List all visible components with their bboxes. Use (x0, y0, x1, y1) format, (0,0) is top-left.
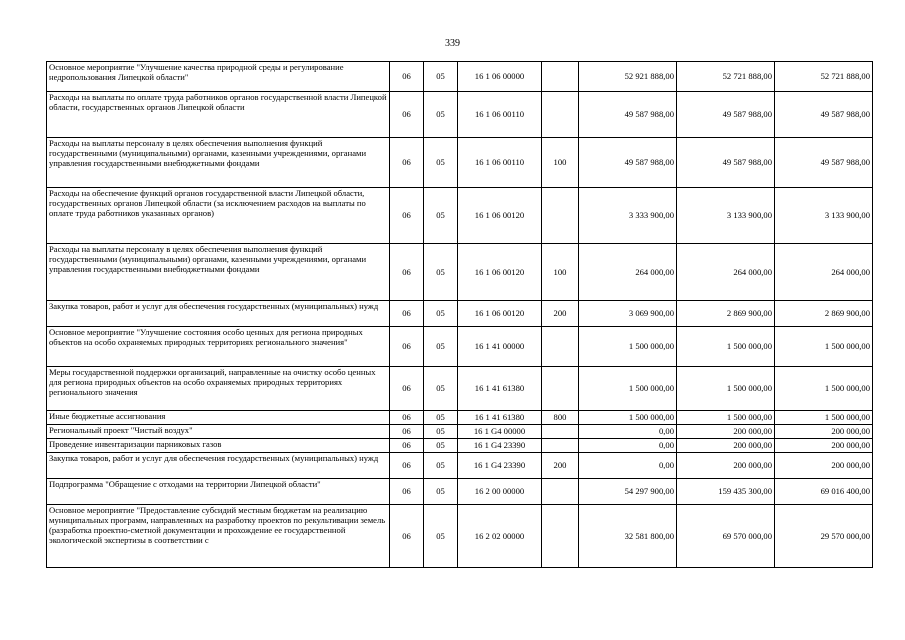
cell-name: Основное мероприятие "Предоставление субсидий местным бюджетам на реализацию муниципальных программ, направленных на разработку проектов по рекультивации земель (разработка проектно-сметной документации и прохождение ее государственной экологической экспертизы в соответствии с (47, 505, 390, 568)
cell-subsection: 05 (424, 327, 458, 367)
cell-section: 06 (390, 92, 424, 138)
cell-section: 06 (390, 505, 424, 568)
cell-section: 06 (390, 439, 424, 453)
cell-amount-1: 1 500 000,00 (579, 411, 677, 425)
cell-section: 06 (390, 425, 424, 439)
table-row (47, 425, 873, 439)
cell-amount-3: 2 869 900,00 (775, 301, 873, 327)
cell-amount-2: 200 000,00 (677, 425, 775, 439)
cell-target-article: 16 1 G4 23390 (458, 439, 542, 453)
table-row (47, 92, 873, 138)
cell-target-article: 16 1 06 00110 (458, 92, 542, 138)
cell-name: Закупка товаров, работ и услуг для обеспечения государственных (муниципальных) нужд (47, 453, 390, 479)
cell-amount-2: 200 000,00 (677, 439, 775, 453)
cell-name: Подпрограмма "Обращение с отходами на территории Липецкой области" (47, 479, 390, 505)
cell-target-article: 16 1 06 00110 (458, 138, 542, 188)
cell-expense-type: 100 (542, 138, 579, 188)
cell-amount-2: 1 500 000,00 (677, 411, 775, 425)
cell-target-article: 16 1 06 00120 (458, 301, 542, 327)
cell-expense-type: 200 (542, 301, 579, 327)
cell-section: 06 (390, 138, 424, 188)
cell-section: 06 (390, 367, 424, 411)
cell-amount-2: 1 500 000,00 (677, 327, 775, 367)
cell-section: 06 (390, 453, 424, 479)
cell-amount-1: 52 921 888,00 (579, 62, 677, 92)
table-row (47, 301, 873, 327)
cell-amount-3: 52 721 888,00 (775, 62, 873, 92)
cell-subsection: 05 (424, 367, 458, 411)
cell-amount-1: 1 500 000,00 (579, 327, 677, 367)
cell-expense-type (542, 62, 579, 92)
cell-amount-2: 49 587 988,00 (677, 92, 775, 138)
cell-amount-1: 3 333 900,00 (579, 188, 677, 244)
cell-section: 06 (390, 188, 424, 244)
cell-amount-3: 264 000,00 (775, 244, 873, 301)
cell-amount-3: 1 500 000,00 (775, 327, 873, 367)
cell-amount-2: 1 500 000,00 (677, 367, 775, 411)
cell-name: Расходы на обеспечение функций органов государственной власти Липецкой области, государственных органов Липецкой области (за исключением расходов на выплаты по оплате труда работников указанных органов) (47, 188, 390, 244)
cell-target-article: 16 2 02 00000 (458, 505, 542, 568)
table-row (47, 62, 873, 92)
table-row (47, 479, 873, 505)
table-row (47, 505, 873, 568)
cell-name: Основное мероприятие "Улучшение качества природной среды и регулирование недропользования Липецкой области" (47, 62, 390, 92)
cell-subsection: 05 (424, 505, 458, 568)
cell-amount-3: 49 587 988,00 (775, 138, 873, 188)
cell-subsection: 05 (424, 138, 458, 188)
cell-subsection: 05 (424, 425, 458, 439)
cell-name: Меры государственной поддержки организаций, направленные на очистку особо ценных для региона природных объектов на особо охраняемых природных территориях регионального значения (47, 367, 390, 411)
cell-target-article: 16 1 06 00120 (458, 188, 542, 244)
table-row (47, 188, 873, 244)
cell-amount-3: 200 000,00 (775, 453, 873, 479)
cell-expense-type: 800 (542, 411, 579, 425)
cell-name: Закупка товаров, работ и услуг для обеспечения государственных (муниципальных) нужд (47, 301, 390, 327)
cell-target-article: 16 1 06 00120 (458, 244, 542, 301)
cell-amount-1: 49 587 988,00 (579, 92, 677, 138)
cell-section: 06 (390, 327, 424, 367)
cell-name: Проведение инвентаризации парниковых газов (47, 439, 390, 453)
cell-expense-type (542, 439, 579, 453)
cell-amount-3: 69 016 400,00 (775, 479, 873, 505)
table-row (47, 327, 873, 367)
cell-section: 06 (390, 62, 424, 92)
cell-amount-1: 3 069 900,00 (579, 301, 677, 327)
cell-name: Иные бюджетные ассигнования (47, 411, 390, 425)
cell-expense-type: 100 (542, 244, 579, 301)
table-row (47, 138, 873, 188)
cell-amount-2: 264 000,00 (677, 244, 775, 301)
cell-amount-1: 49 587 988,00 (579, 138, 677, 188)
cell-amount-3: 1 500 000,00 (775, 367, 873, 411)
cell-target-article: 16 1 41 61380 (458, 367, 542, 411)
cell-subsection: 05 (424, 244, 458, 301)
cell-subsection: 05 (424, 62, 458, 92)
cell-target-article: 16 1 41 61380 (458, 411, 542, 425)
cell-subsection: 05 (424, 188, 458, 244)
budget-table (46, 61, 873, 568)
cell-name: Региональный проект "Чистый воздух" (47, 425, 390, 439)
cell-expense-type (542, 92, 579, 138)
cell-target-article: 16 1 06 00000 (458, 62, 542, 92)
cell-amount-2: 69 570 000,00 (677, 505, 775, 568)
cell-amount-2: 159 435 300,00 (677, 479, 775, 505)
table-row (47, 244, 873, 301)
cell-expense-type (542, 188, 579, 244)
cell-expense-type (542, 327, 579, 367)
cell-amount-3: 3 133 900,00 (775, 188, 873, 244)
cell-amount-3: 29 570 000,00 (775, 505, 873, 568)
cell-amount-2: 52 721 888,00 (677, 62, 775, 92)
cell-expense-type (542, 505, 579, 568)
cell-amount-1: 54 297 900,00 (579, 479, 677, 505)
cell-amount-3: 200 000,00 (775, 439, 873, 453)
cell-subsection: 05 (424, 301, 458, 327)
cell-amount-2: 200 000,00 (677, 453, 775, 479)
cell-expense-type (542, 479, 579, 505)
cell-amount-2: 49 587 988,00 (677, 138, 775, 188)
cell-amount-1: 1 500 000,00 (579, 367, 677, 411)
cell-amount-1: 32 581 800,00 (579, 505, 677, 568)
table-row (47, 453, 873, 479)
cell-amount-1: 0,00 (579, 425, 677, 439)
cell-subsection: 05 (424, 479, 458, 505)
cell-section: 06 (390, 411, 424, 425)
cell-name: Расходы на выплаты персоналу в целях обеспечения выполнения функций государственными (муниципальными) органами, казенными учреждениями, органами управления государственными внебюджетными фондами (47, 138, 390, 188)
cell-amount-2: 2 869 900,00 (677, 301, 775, 327)
cell-target-article: 16 1 G4 23390 (458, 453, 542, 479)
page-number: 339 (445, 38, 460, 49)
cell-amount-3: 200 000,00 (775, 425, 873, 439)
cell-subsection: 05 (424, 411, 458, 425)
cell-expense-type (542, 367, 579, 411)
cell-amount-1: 264 000,00 (579, 244, 677, 301)
table-row (47, 439, 873, 453)
cell-target-article: 16 1 41 00000 (458, 327, 542, 367)
cell-name: Расходы на выплаты персоналу в целях обеспечения выполнения функций государственными (муниципальными) органами, казенными учреждениями, органами управления государственными внебюджетными фондами (47, 244, 390, 301)
cell-target-article: 16 1 G4 00000 (458, 425, 542, 439)
table-row (47, 411, 873, 425)
cell-amount-1: 0,00 (579, 453, 677, 479)
cell-amount-1: 0,00 (579, 439, 677, 453)
cell-subsection: 05 (424, 439, 458, 453)
cell-subsection: 05 (424, 92, 458, 138)
cell-name: Основное мероприятие "Улучшение состояния особо ценных для региона природных объектов на особо охраняемых природных территориях регионального значения" (47, 327, 390, 367)
cell-amount-2: 3 133 900,00 (677, 188, 775, 244)
cell-name: Расходы на выплаты по оплате труда работников органов государственной власти Липецкой области, государственных органов Липецкой области (47, 92, 390, 138)
table-row (47, 367, 873, 411)
cell-amount-3: 1 500 000,00 (775, 411, 873, 425)
cell-subsection: 05 (424, 453, 458, 479)
cell-expense-type (542, 425, 579, 439)
cell-expense-type: 200 (542, 453, 579, 479)
cell-section: 06 (390, 244, 424, 301)
cell-amount-3: 49 587 988,00 (775, 92, 873, 138)
cell-target-article: 16 2 00 00000 (458, 479, 542, 505)
cell-section: 06 (390, 301, 424, 327)
cell-section: 06 (390, 479, 424, 505)
